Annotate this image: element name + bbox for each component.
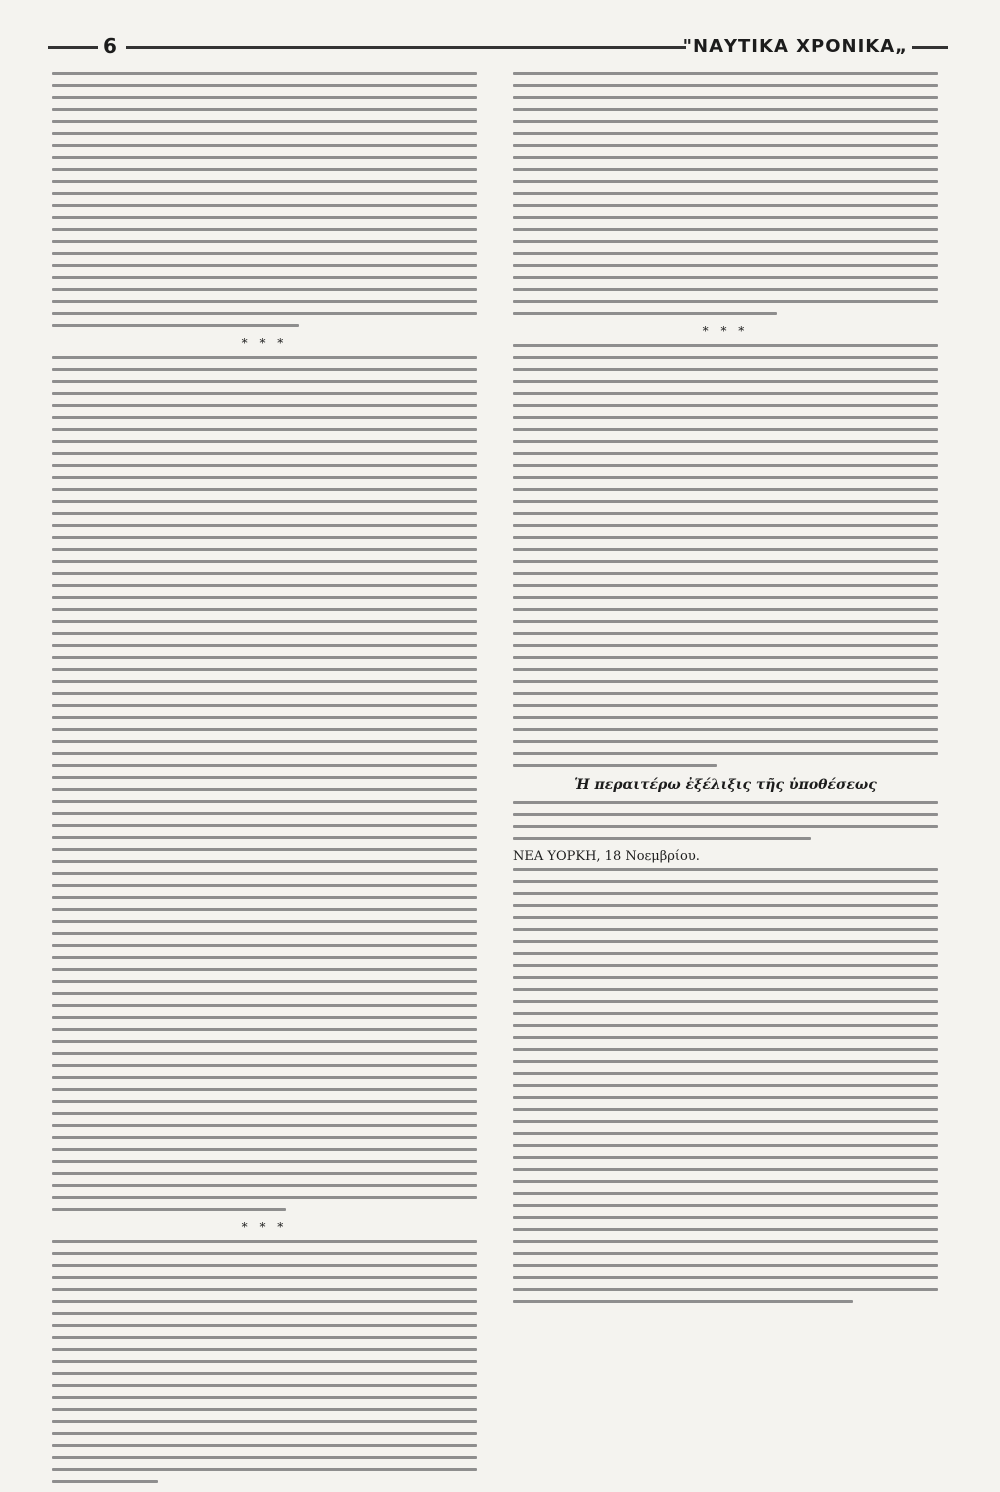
article-paragraph <box>513 868 938 1303</box>
article-paragraph <box>52 72 477 327</box>
article-paragraph <box>52 1240 477 1483</box>
section-subheading: Ἡ περαιτέρω ἐξέλιξις τῆς ὑποθέσεως <box>574 777 877 793</box>
section-separator: * * * <box>241 336 288 350</box>
article-paragraph <box>513 72 938 315</box>
page-header <box>48 34 948 60</box>
left-column <box>52 72 477 1492</box>
article-paragraph <box>52 356 477 1211</box>
publication-title: "ΝΑΥΤΙΚΑ ΧΡΟΝΙΚΑ„ <box>682 36 908 57</box>
page-number: 6 <box>103 34 117 58</box>
article-paragraph <box>513 801 938 840</box>
article-paragraph <box>513 344 938 767</box>
section-separator: * * * <box>241 1220 288 1234</box>
dateline: ΝΕΑ ΥΟΡΚΗ, 18 Νοεμβρίου. <box>513 849 700 864</box>
header-rule-left <box>48 46 98 49</box>
header-rule-middle <box>126 46 686 49</box>
section-separator: * * * <box>702 324 749 338</box>
header-rule-right <box>912 46 948 49</box>
right-column <box>513 72 938 1312</box>
